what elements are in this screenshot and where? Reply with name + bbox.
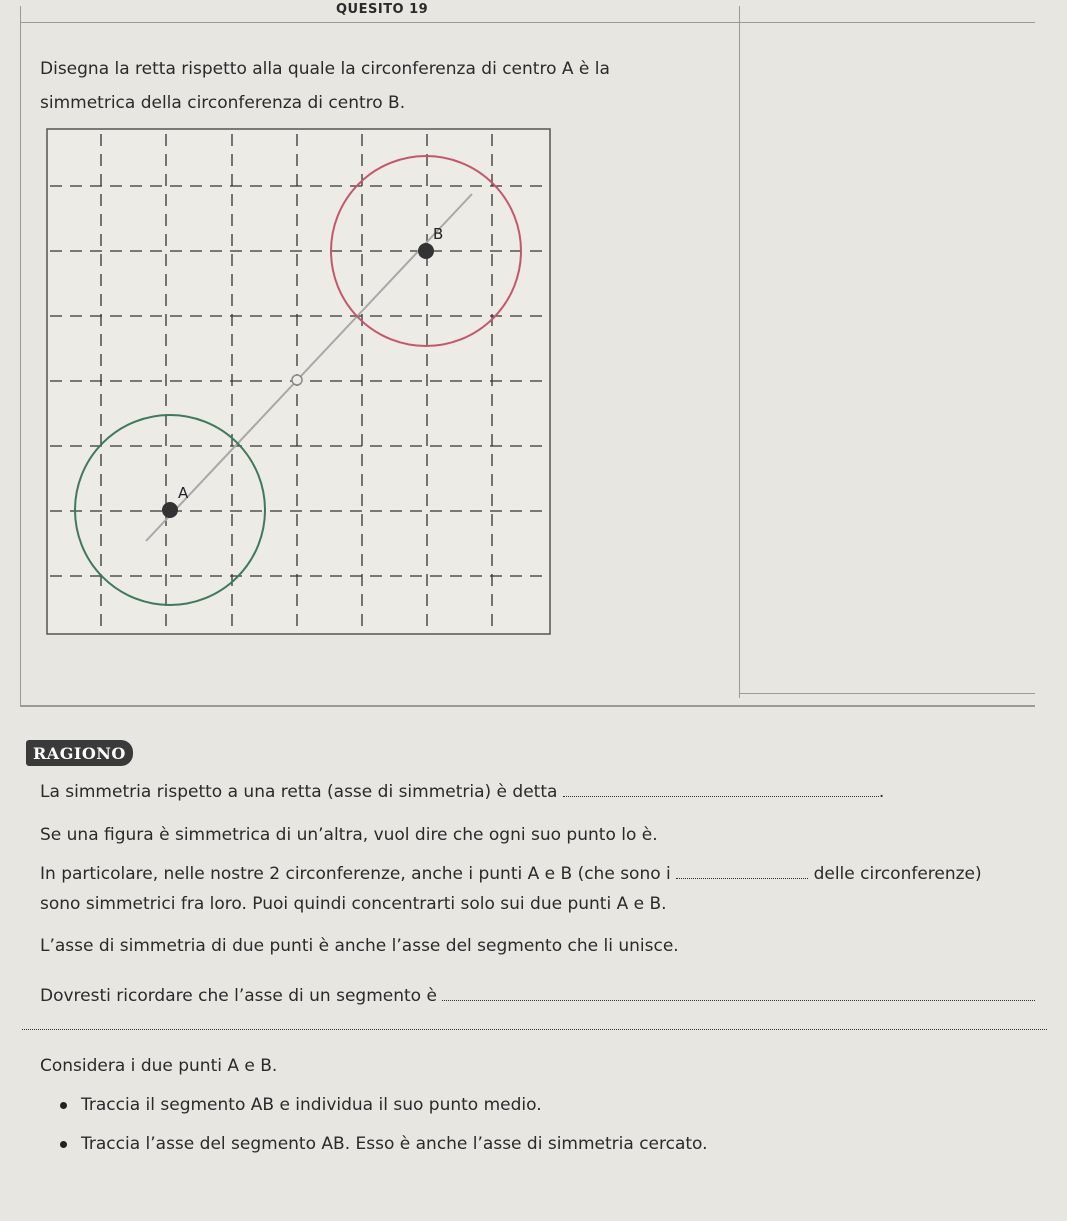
instruction-bullet-1: [60, 1095, 542, 1115]
bullet-text-2: Traccia l’asse del segmento AB. Esso è anche l’asse di simmetria cercato.: [81, 1134, 708, 1154]
geometry-figure: [46, 128, 551, 640]
reasoning-line-3: [40, 864, 982, 884]
reasoning-text-1: La simmetria rispetto a una retta (asse di simmetria) è detta: [40, 782, 558, 802]
reasoning-line-7: Considera i due punti A e B.: [40, 1056, 278, 1076]
question-line-1: Disegna la retta rispetto alla quale la circonferenza di centro A è la: [40, 59, 610, 79]
ragiono-badge: RAGIONO: [26, 740, 133, 766]
exercise-label: QUESITO 19: [336, 2, 429, 17]
midpoint-mark: [292, 375, 302, 385]
answer-blank-1[interactable]: [563, 782, 879, 797]
reasoning-text-3a: In particolare, nelle nostre 2 circonferenze, anche i punti A e B (che sono i: [40, 864, 671, 884]
bullet-icon: [60, 1141, 67, 1148]
bullet-text-1: Traccia il segmento AB e individua il suo punto medio.: [81, 1095, 542, 1115]
reasoning-line-4: sono simmetrici fra loro. Puoi quindi concentrarti solo sui due punti A e B.: [40, 894, 667, 914]
reasoning-line-1: [40, 782, 884, 802]
instruction-bullet-2: [60, 1134, 708, 1154]
frame-divider: [739, 6, 740, 698]
point-b: [418, 243, 434, 259]
answer-blank-3[interactable]: [442, 986, 1035, 1001]
question-line-2: simmetrica della circonferenza di centro B.: [40, 93, 406, 113]
reasoning-text-3b: delle circonferenze): [813, 864, 982, 884]
answer-blank-2[interactable]: [676, 864, 808, 879]
question-text: [40, 52, 680, 120]
answer-box-line: [739, 693, 1035, 694]
reasoning-line-5: L’asse di simmetria di due punti è anche l’asse del segmento che li unisce.: [40, 936, 679, 956]
point-a: [162, 502, 178, 518]
grid-figure: [46, 128, 551, 636]
point-b-label: B: [433, 225, 444, 243]
bullet-icon: [60, 1102, 67, 1109]
reasoning-line-2: Se una figura è simmetrica di un’altra, vuol dire che ogni suo punto lo è.: [40, 825, 658, 845]
answer-blank-4[interactable]: [22, 1029, 1047, 1030]
point-a-label: A: [178, 484, 189, 502]
period: .: [878, 782, 885, 802]
reasoning-text-6: Dovresti ricordare che l’asse di un segmento è: [40, 986, 437, 1006]
reasoning-line-6: [40, 986, 1035, 1006]
